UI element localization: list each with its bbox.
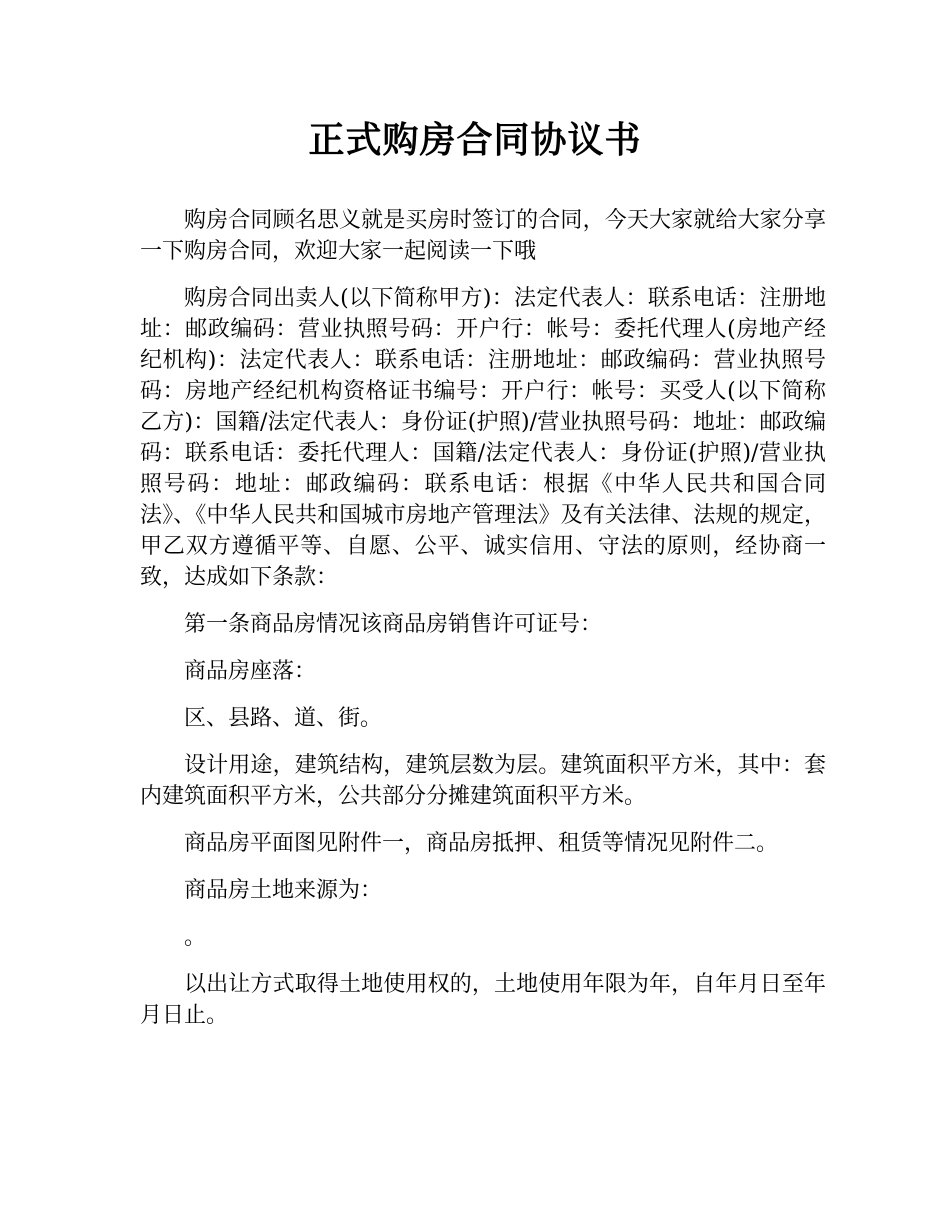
district-paragraph: 区、县路、道、街。 <box>184 706 383 731</box>
blank-period-paragraph: 。 <box>184 925 207 950</box>
document-body <box>140 205 826 1047</box>
land-source-paragraph: 商品房土地来源为： <box>184 878 383 903</box>
land-use-term-paragraph: 以出让方式取得土地使用权的，土地使用年限为年，自年月日至年月日止。 <box>140 972 826 1028</box>
document-title: 正式购房合同协议书 <box>308 120 642 161</box>
parties-paragraph: 购房合同出卖人(以下简称甲方)：法定代表人：联系电话：注册地址：邮政编码：营业执照号码：开户行：帐号：委托代理人(房地产经纪机构)：法定代表人：联系电话：注册地址：邮政编码：营业执照号码：房地产经纪机构资格证书编号：开户行：帐号：买受人(以下简称乙方)：国籍/法定代表人：身份证(护照)/营业执照号码：地址：邮政编码：联系电话：委托代理人：国籍/法定代表人：身份证(护照)/营业执照号码：地址：邮政编码：联系电话：根据《中华人民共和国合同法》、《中华人民共和国城市房地产管理法》及有关法律、法规的规定，甲乙双方遵循平等、自愿、公平、诚实信用、守法的原则，经协商一致，达成如下条款： <box>140 286 826 590</box>
intro-paragraph: 购房合同顾名思义就是买房时签订的合同，今天大家就给大家分享一下购房合同，欢迎大家一起阅读一下哦 <box>140 208 826 264</box>
floorplan-paragraph: 商品房平面图见附件一，商品房抵押、租赁等情况见附件二。 <box>184 831 779 856</box>
location-paragraph: 商品房座落： <box>184 659 317 684</box>
article-one-paragraph: 第一条商品房情况该商品房销售许可证号： <box>184 612 603 637</box>
design-paragraph: 设计用途，建筑结构，建筑层数为层。建筑面积平方米，其中：套内建筑面积平方米，公共部分分摊建筑面积平方米。 <box>140 753 826 809</box>
